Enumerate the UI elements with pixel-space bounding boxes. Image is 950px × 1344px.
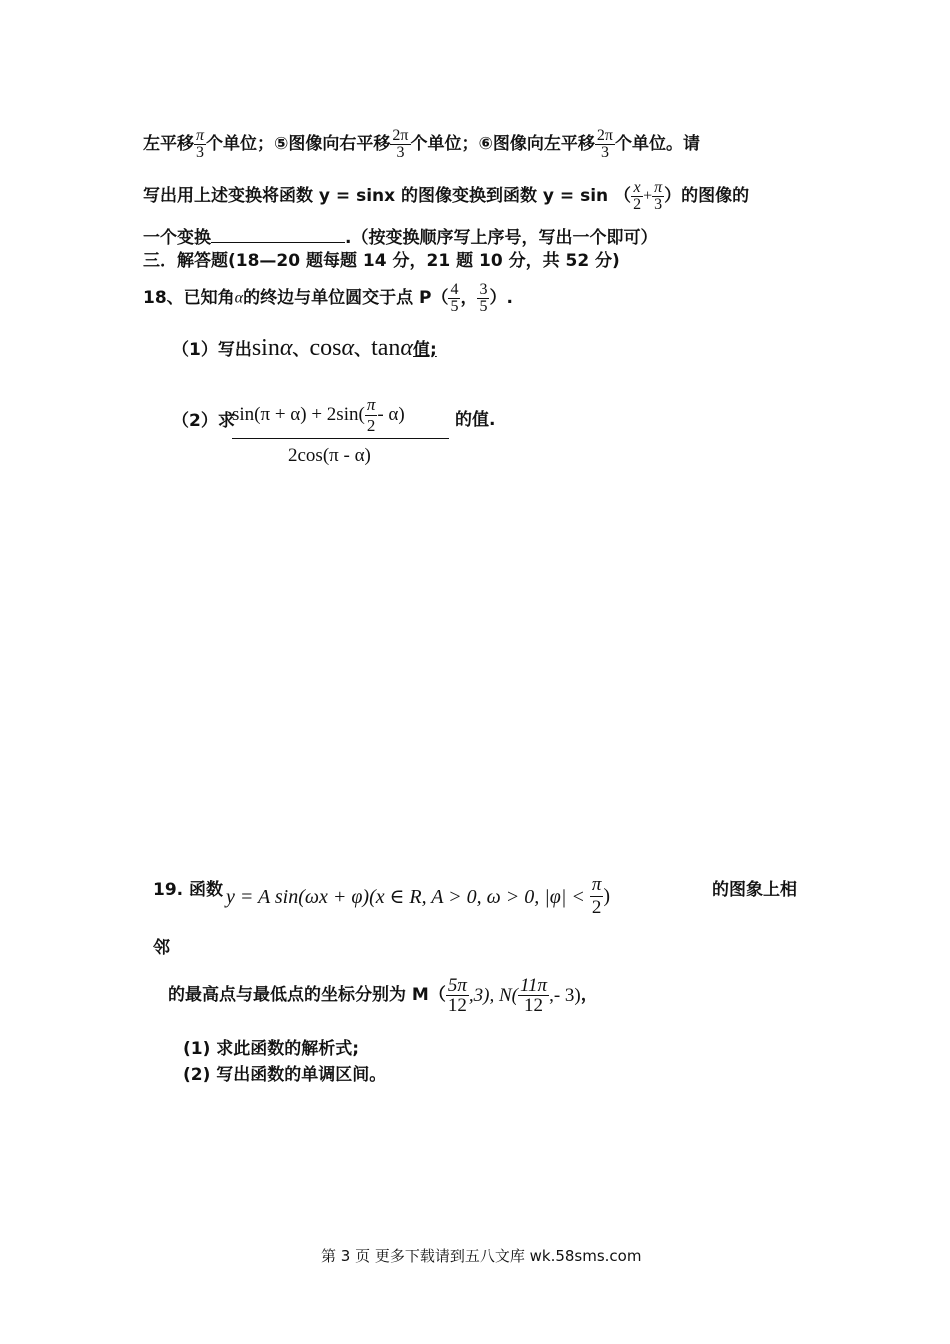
fraction-pi-over-2: $\frac{\pi}{2}$ (366, 394, 376, 435)
q19-text: 的最高点与最低点的坐标分别为 M（ (168, 985, 446, 1005)
q18-text: 的值. (455, 410, 496, 430)
q17-text: 个单位；⑥图像向左平移 (410, 134, 595, 154)
q18-part-label: （1）写出 (172, 340, 252, 360)
fraction-3-over-5: $\frac{3}{5}$ (479, 281, 488, 315)
cos-alpha: cosα (309, 335, 355, 361)
q17-text: 个单位。请 (614, 134, 700, 154)
q18-expression (232, 392, 405, 438)
tan-alpha: tanα (371, 335, 414, 361)
fraction-4-over-5: $\frac{4}{5}$ (450, 281, 459, 315)
section-heading: 三．解答题(18—20 题每题 14 分，21 题 10 分，共 52 分) (143, 251, 620, 271)
point-coords: ,- 3) (549, 985, 581, 1006)
alpha-symbol: α (234, 289, 244, 307)
plus-sign: + (643, 187, 653, 205)
separator: 、 (354, 340, 372, 360)
q19-text: 邻 (153, 938, 170, 958)
sin-alpha: sinα (251, 335, 293, 361)
q19-item-2: (2) 写出函数的单调区间。 (183, 1065, 387, 1085)
fraction-11pi-over-12: $\frac{11\pi}{12}$ (519, 975, 548, 1016)
q18-part-1 (172, 336, 437, 360)
q18-part-2-label: （2）求 (172, 411, 235, 431)
answer-blank (211, 228, 345, 243)
page-footer: 第 3 页 更多下载请到五八文库 wk.58sms.com (321, 1247, 642, 1265)
fraction-2pi-over-3: $\frac{2\pi}{3}$ (392, 127, 409, 161)
q17-text: 左平移 (143, 134, 194, 154)
q19-label: 19. 函数 (153, 880, 224, 900)
point-coords: ,3), N( (468, 985, 518, 1006)
fraction-5pi-over-12: $\frac{5\pi}{12}$ (447, 975, 467, 1016)
separator: 、 (292, 340, 310, 360)
q19-formula: y = A sin(ωx + φ)(x ∈ R, A > 0, ω > 0, |φ| < $\frac{\pi}{2}$ ) (226, 874, 611, 918)
fraction-bar (232, 438, 449, 439)
fraction-x-over-2: $\frac{x}{2}$ (633, 179, 642, 213)
q17-text: 一个变换 (143, 228, 211, 248)
fraction-pi-over-3: $\frac{\pi}{3}$ (196, 127, 205, 161)
q18-text: ）. (489, 288, 513, 308)
q17-line-3 (143, 228, 657, 247)
q18-text: ， (460, 288, 478, 308)
expression-denominator: 2cos(π - α) (288, 445, 371, 466)
q18-text: 18、已知角 (143, 288, 235, 308)
fraction-pi-over-3: $\frac{\pi}{3}$ (654, 179, 663, 213)
q17-line-1 (143, 128, 700, 161)
expression-numerator: sin(π + α) + 2sin( $\frac{\pi}{2}$ - α) (232, 394, 405, 435)
q19-text: ， (580, 985, 598, 1005)
q17-line-2 (143, 180, 749, 213)
fraction-2pi-over-3: $\frac{2\pi}{3}$ (596, 127, 613, 161)
q19-item-1: (1) 求此函数的解析式; (183, 1039, 360, 1059)
q17-text: 个单位；⑤图像向右平移 (206, 134, 391, 154)
q17-text: ）的图像的 (664, 186, 750, 206)
q18-stem (143, 282, 513, 315)
q18-text: 的终边与单位圆交于点 P（ (243, 288, 449, 308)
q18-text: 值; (413, 340, 437, 360)
q17-text: .（按变换顺序写上序号，写出一个即可） (345, 228, 658, 248)
q19-text: 的图象上相 (712, 880, 797, 900)
q19-line-2 (168, 976, 598, 1015)
fraction-pi-over-2: $\frac{\pi}{2}$ (591, 874, 602, 918)
q17-text: 写出用上述变换将函数 y = sinx 的图像变换到函数 y = sin （ (143, 186, 632, 206)
